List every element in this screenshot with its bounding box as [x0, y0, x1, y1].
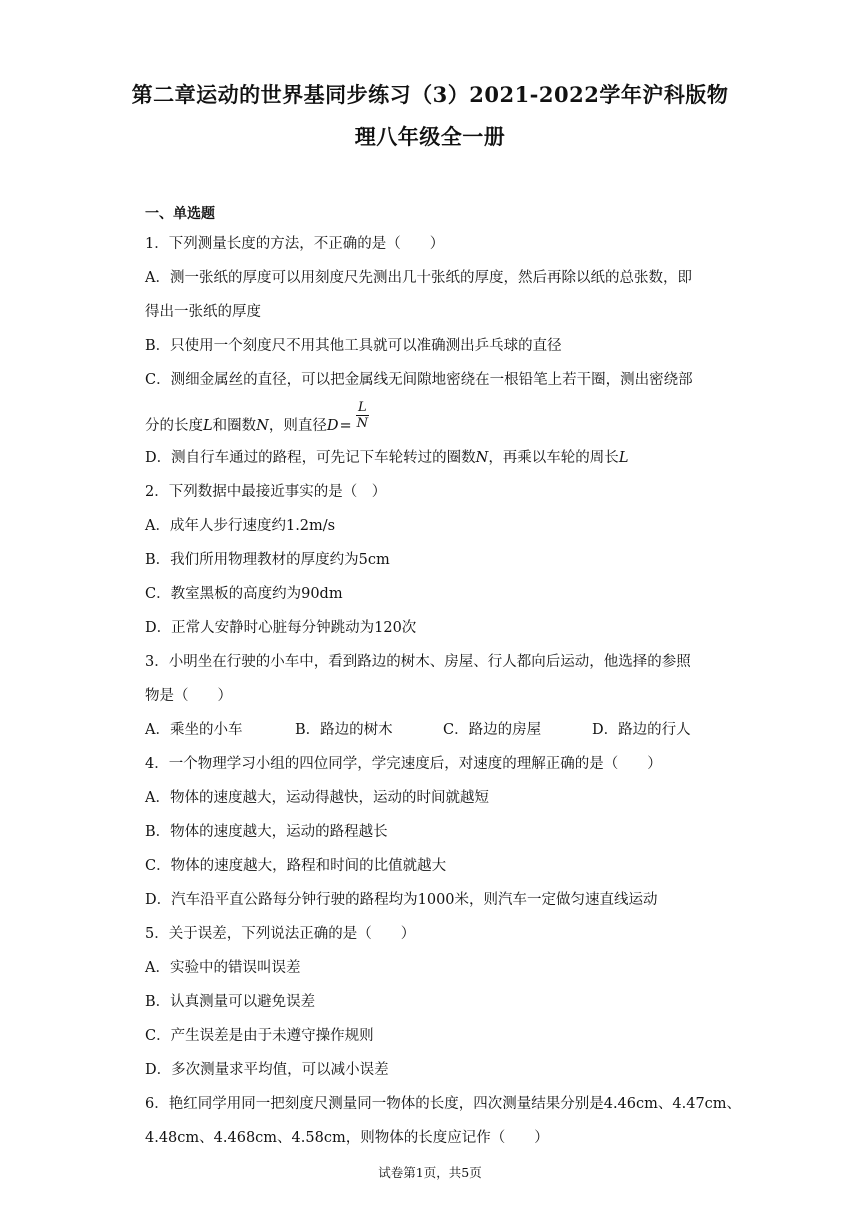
q1-c-text-b: 和圈数 — [212, 417, 257, 434]
q1-c-text-a: 分的长度 — [145, 417, 203, 434]
section-heading: 一、单选题 — [145, 206, 215, 222]
q1-d-var-n: N — [475, 450, 489, 466]
question-6-stem-line-2: 4.48cm、4.468cm、4.58cm，则物体的长度应记作（ ） — [145, 1130, 549, 1146]
question-5-option-b: B．认真测量可以避免误差 — [145, 994, 316, 1010]
question-2-option-c: C．教室黑板的高度约为90dm — [145, 586, 343, 602]
question-2-stem: 2．下列数据中最接近事实的是（ ） — [145, 484, 387, 500]
question-2-option-a: A．成年人步行速度约1.2m/s — [145, 518, 336, 534]
q1-c-text-c: ，则直径 — [268, 417, 327, 434]
question-1-option-b: B．只使用一个刻度尺不用其他工具就可以准确测出乒乓球的直径 — [145, 338, 562, 354]
question-5-option-c: C．产生误差是由于未遵守操作规则 — [145, 1028, 374, 1044]
question-1-option-d — [145, 446, 628, 467]
document-title-line-2: 理八年级全一册 — [354, 124, 506, 149]
q1-c-var-d: D — [326, 417, 339, 434]
fraction-l-over-n — [355, 400, 370, 431]
question-4-option-c: C．物体的速度越大，路程和时间的比值就越大 — [145, 858, 447, 874]
question-5-option-a: A．实验中的错误叫误差 — [145, 960, 301, 976]
q1-c-var-n: N — [256, 417, 269, 434]
question-3-option-c: C．路边的房屋 — [443, 722, 542, 738]
question-3-option-d: D．路边的行人 — [592, 722, 691, 738]
question-4-option-b: B．物体的速度越大，运动的路程越长 — [145, 824, 388, 840]
question-4-option-a: A．物体的速度越大，运动得越快，运动的时间就越短 — [145, 790, 489, 806]
question-1-option-a-line-1: A．测一张纸的厚度可以用刻度尺先测出几十张纸的厚度，然后再除以纸的总张数，即 — [145, 270, 692, 286]
question-3-option-a: A．乘坐的小车 — [145, 722, 243, 738]
fraction-denominator: N — [356, 416, 368, 431]
q1-d-var-l: L — [618, 450, 629, 466]
question-5-option-d: D．多次测量求平均值，可以减小误差 — [145, 1062, 389, 1078]
question-2-option-d: D．正常人安静时心脏每分钟跳动为120次 — [145, 620, 417, 636]
question-1-stem: 1．下列测量长度的方法，不正确的是（ ） — [145, 236, 445, 252]
fraction-numerator: L — [357, 400, 367, 415]
question-4-stem: 4．一个物理学习小组的四位同学，学完速度后，对速度的理解正确的是（ ） — [145, 756, 662, 772]
question-3-stem-line-2: 物是（ ） — [145, 688, 232, 704]
question-3-stem-line-1: 3．小明坐在行驶的小车中，看到路边的树木、房屋、行人都向后运动，他选择的参照 — [145, 654, 691, 670]
q1-d-text-b: ，再乘以车轮的周长 — [488, 450, 619, 466]
question-2-option-b: B．我们所用物理教材的厚度约为5cm — [145, 552, 390, 568]
page-footer: 试卷第1页，共5页 — [378, 1165, 482, 1180]
question-4-option-d: D．汽车沿平直公路每分钟行驶的路程均为1000米，则汽车一定做匀速直线运动 — [145, 892, 658, 908]
question-1-option-a-line-2: 得出一张纸的厚度 — [145, 304, 261, 320]
q1-c-equals: = — [339, 417, 352, 434]
document-title-line-1: 第二章运动的世界基同步练习（3）2021-2022学年沪科版物 — [131, 82, 729, 107]
question-3-option-b: B．路边的树木 — [295, 722, 393, 738]
question-6-stem-line-1: 6．艳红同学用同一把刻度尺测量同一物体的长度，四次测量结果分别是4.46cm、4.47cm、 — [145, 1096, 742, 1112]
question-1-option-c-line-1: C．测细金属丝的直径，可以把金属线无间隙地密绕在一根铅笔上若干圈，测出密绕部 — [145, 372, 693, 388]
question-1-option-c-line-2 — [145, 400, 370, 434]
q1-c-var-l: L — [203, 417, 213, 434]
question-5-stem: 5．关于误差，下列说法正确的是（ ） — [145, 926, 416, 942]
q1-d-text-a: D．测自行车通过的路程，可先记下车轮转过的圈数 — [145, 450, 476, 466]
